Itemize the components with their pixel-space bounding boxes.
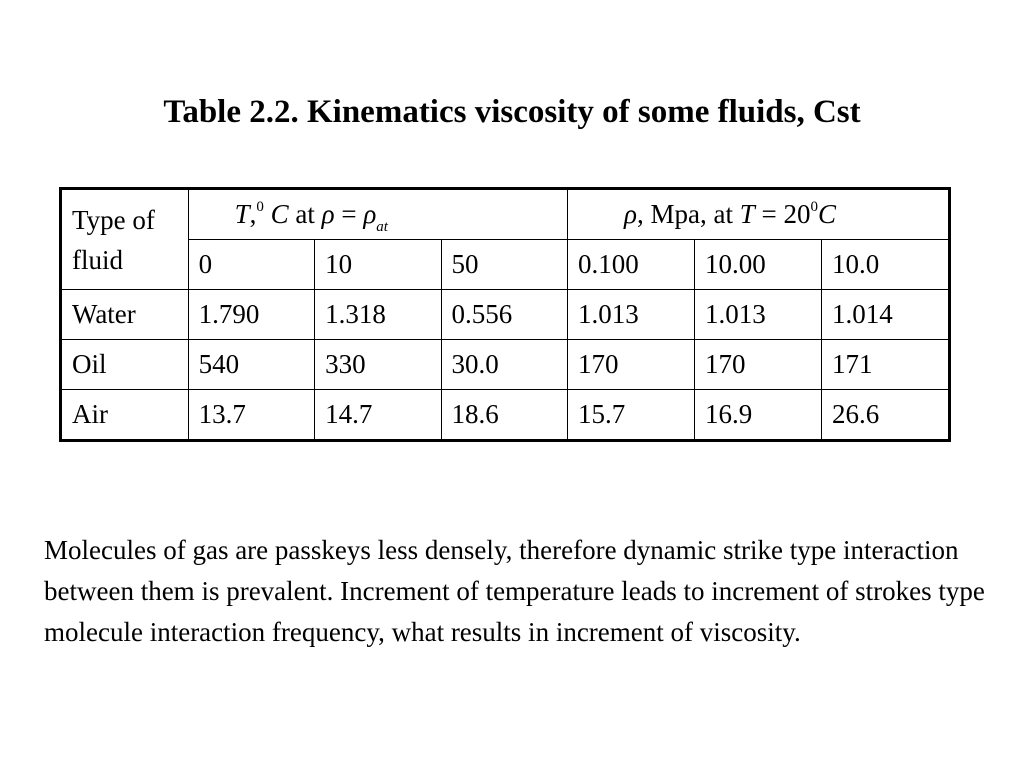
table-cell: 16.9 (695, 390, 822, 441)
subheader-cell: 0 (188, 240, 314, 290)
table-cell: 171 (821, 340, 949, 390)
table-cell: 13.7 (188, 390, 314, 441)
subheader-cell: 10.0 (821, 240, 949, 290)
table-cell: 330 (315, 340, 441, 390)
subheader-cell: 0.100 (568, 240, 695, 290)
pressure-group-header (568, 189, 950, 240)
table-cell: 30.0 (441, 340, 567, 390)
table-cell: 1.013 (695, 290, 822, 340)
fluid-name: Water (61, 290, 189, 340)
type-of-fluid-header: Type of fluid (61, 189, 189, 290)
subheader-cell: 50 (441, 240, 567, 290)
fluid-name: Air (61, 390, 189, 441)
table-row (61, 290, 950, 340)
body-paragraph: Molecules of gas are passkeys less densely, therefore dynamic strike type interaction between them is prevalent. Increment of temperature leads to increment of strokes type molecule interaction frequency, what results in increment of viscosity. (44, 535, 985, 647)
table-cell: 0.556 (441, 290, 567, 340)
table-cell: 1.318 (315, 290, 441, 340)
header-row (61, 189, 950, 240)
fluid-name: Oil (61, 340, 189, 390)
rho-symbol: ρ (321, 199, 335, 229)
pressure-label: , Mpa, at (637, 199, 733, 229)
table-row (61, 390, 950, 441)
temp-unit: C (270, 199, 289, 229)
pressure-equals: = (761, 199, 777, 229)
temp-comma: , (249, 199, 257, 229)
table-cell: 26.6 (821, 390, 949, 441)
temperature-group-header (188, 189, 567, 240)
temp-at: at (295, 199, 315, 229)
temp-var: T (234, 199, 250, 229)
subheader-cell: 10 (315, 240, 441, 290)
page-title: Table 2.2. Kinematics viscosity of some fluids, Cst (163, 94, 861, 130)
table-row (61, 340, 950, 390)
rho-symbol-2: ρ (363, 199, 377, 229)
temp-degree: 0 (256, 199, 264, 215)
table-cell: 170 (568, 340, 695, 390)
pressure-degree: 0 (810, 199, 818, 215)
table-cell: 15.7 (568, 390, 695, 441)
subheader-row (61, 240, 950, 290)
table-cell: 1.790 (188, 290, 314, 340)
table-cell: 170 (695, 340, 822, 390)
table-cell: 1.013 (568, 290, 695, 340)
table-cell: 14.7 (315, 390, 441, 441)
table-cell: 540 (188, 340, 314, 390)
pressure-temp-value: 20 (783, 199, 811, 229)
pressure-temp-var: T (739, 199, 755, 229)
table-cell: 1.014 (821, 290, 949, 340)
viscosity-table (59, 187, 951, 442)
pressure-rho: ρ (624, 199, 637, 229)
rho-subscript: at (376, 219, 388, 235)
pressure-unit: C (818, 199, 837, 229)
subheader-cell: 10.00 (695, 240, 822, 290)
equals-sign: = (341, 199, 357, 229)
table-cell: 18.6 (441, 390, 567, 441)
